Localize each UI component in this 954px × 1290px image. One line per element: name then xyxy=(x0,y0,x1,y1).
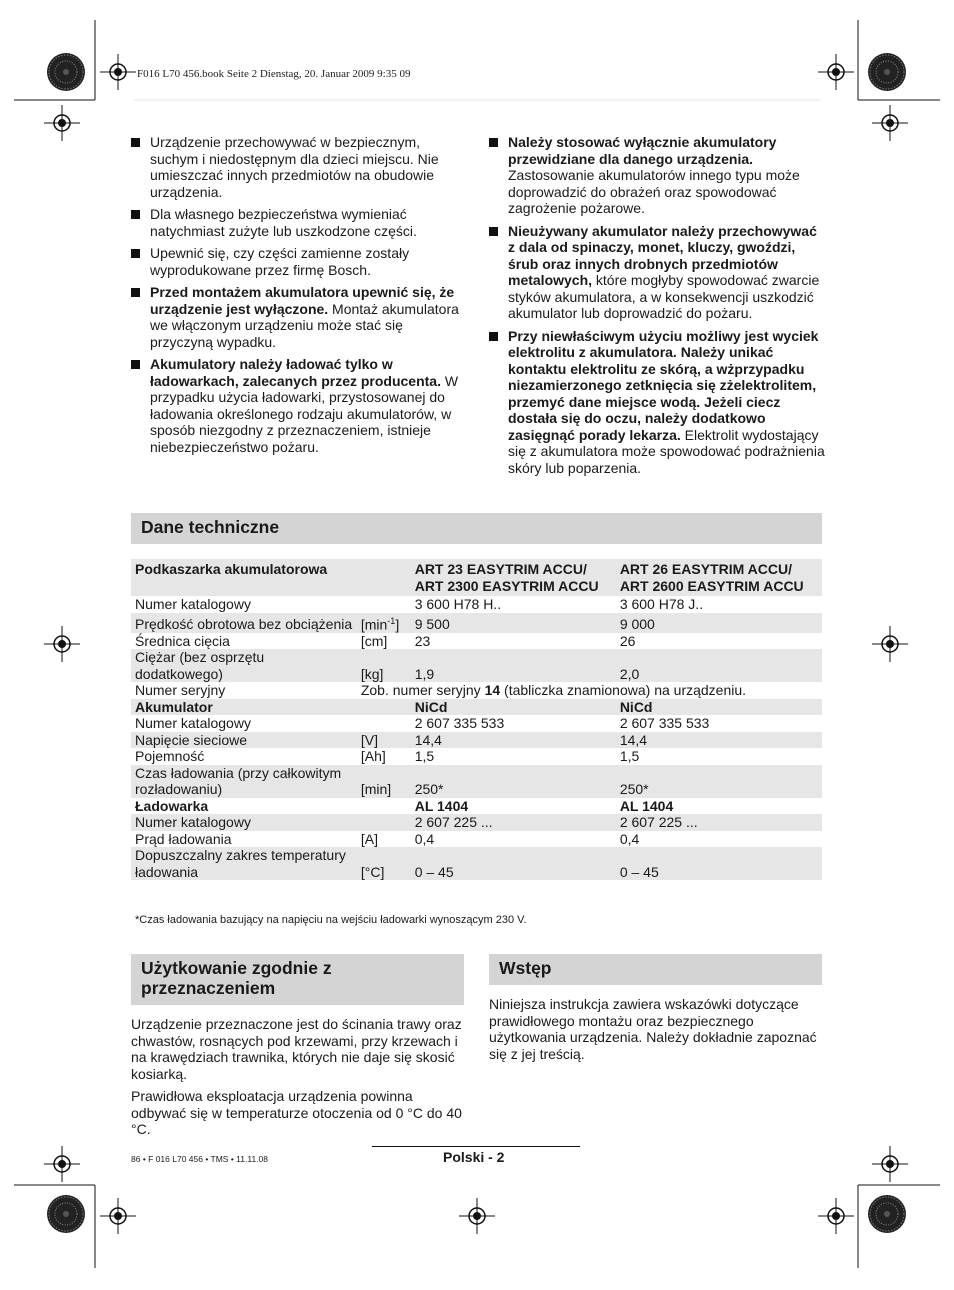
intro-text: Niniejsza instrukcja zawiera wskazówki dotyczące prawidłowego montażu oraz bezpiecznego użytkowania urządzenia. Należy dokładnie zapoznać się z jej treścią. xyxy=(489,996,817,1062)
file-stamp: F016 L70 456.book Seite 2 Dienstag, 20. Januar 2009 9:35 09 xyxy=(137,68,411,80)
serial-number-note: Zob. numer seryjny 14 (tabliczka znamionowa) na urządzeniu. xyxy=(360,682,747,699)
section-heading-tech: Dane techniczne xyxy=(131,513,822,544)
square-bullet-icon xyxy=(131,288,140,297)
table-row: Ciężar (bez osprzętu dodatkowego) [kg] 1,9 2,0 xyxy=(131,649,822,682)
table-header-cell: Podkaszarka akumulatorowa xyxy=(131,559,357,596)
table-header-cell: ART 26 EASYTRIM ACCU/ ART 2600 EASYTRIM ACCU xyxy=(616,559,822,596)
table-row: Prędkość obrotowa bez obciążenia $[\min^{-1}]$ 9 500 9 000 xyxy=(131,613,822,633)
table-row: Średnica cięcia [cm] 23 26 xyxy=(135,632,636,649)
square-bullet-icon xyxy=(131,360,140,369)
list-item: Należy stosować wyłącznie akumulatory przewidziane dla danego urządzenia. Zastosowanie akumulatorów innego typu może doprowadzić do obrażeń oraz spowodować zagrożenie pożarowe. xyxy=(489,134,825,217)
safety-notes-right xyxy=(489,134,825,482)
square-bullet-icon xyxy=(131,249,140,258)
table-row: Numer katalogowy 3 600 H78 H.. 3 600 H78 J.. xyxy=(135,596,704,612)
list-item: Akumulatory należy ładować tylko w ładowarkach, zalecanych przez producenta. W przypadku użycia ładowarki, przystosowanej do ładowania określonego rodzaju akumulatorów, w sposób niezgodny z przeznaczeniem, istnieje niebezpieczeństwo pożaru. xyxy=(131,356,465,455)
page-number: Polski - 2 xyxy=(443,1149,505,1165)
table-row: Numer katalogowy 2 607 225 ... 2 607 225 ... xyxy=(131,814,822,831)
square-bullet-icon xyxy=(489,332,498,341)
square-bullet-icon xyxy=(489,227,498,236)
table-header-cell xyxy=(357,559,411,596)
square-bullet-icon xyxy=(131,138,140,147)
list-item: Upewnić się, czy części zamienne zostały wyprodukowane przez firmę Bosch. xyxy=(131,245,465,278)
unit-cell: $[\min^{-1}]$ xyxy=(357,613,411,633)
square-bullet-icon xyxy=(131,210,140,219)
list-item: Nieużywany akumulator należy przechowywać z dala od spinaczy, monet, kluczy, gwoździ, śrub oraz innych drobnych przedmiotów metalowych, które mogłyby spowodować zwarcie styków akumulatora, a w konsekwencji uszkodzić akumulator lub doprowadzić do pożaru. xyxy=(489,223,825,322)
square-bullet-icon xyxy=(489,138,498,147)
list-item: Przy niewłaściwym użyciu możliwy jest wyciek elektrolitu z akumulatora. Należy unikać kontaktu elektrolitu ze skórą, a wżprzypadku niezamierzonego zetknięcia się zżelektrolitem, przemyć dane miejsce wodą. Jeżeli ciecz dostała się do oczu, należy dodatkowo zasięgnąć porady lekarza. Elektrolit wydostający się z akumulatora może spowodować podrażnienia skóry lub poparzenia. xyxy=(489,328,825,477)
table-row: Pojemność [Ah] 1,5 1,5 xyxy=(135,748,640,765)
footer-divider xyxy=(372,1146,580,1147)
safety-notes-left xyxy=(131,134,465,461)
section-heading-use: Użytkowanie zgodnie z przeznaczeniem xyxy=(131,954,464,1005)
table-row: Dopuszczalny zakres temperatury ładowania [°C] 0 – 45 0 – 45 xyxy=(131,847,822,880)
list-item: Urządzenie przechowywać w bezpiecznym, suchym i niedostępnym dla dzieci miejscu. Nie umieszczać innych przedmiotów na obudowie urządzenia. xyxy=(131,134,465,200)
spec-table xyxy=(131,559,822,880)
table-row: Czas ładowania (przy całkowitym rozładowaniu) [min] 250* 250* xyxy=(131,765,822,798)
table-header-cell: ART 23 EASYTRIM ACCU/ ART 2300 EASYTRIM ACCU xyxy=(411,559,616,596)
intended-use-text: Urządzenie przeznaczone jest do ścinania trawy oraz chwastów, rosnących pod krzewami, przy krzewach i na krawędziach trawnika, których nie daje się skosić kosiarką. Prawidłowa eksploatacja urządzenia powinna odbywać się w temperaturze otoczenia od 0 °C do 40 °C. xyxy=(131,1016,462,1137)
table-row: Numer katalogowy 2 607 335 533 2 607 335 533 xyxy=(135,715,710,732)
table-subheader-row: Akumulator NiCd NiCd xyxy=(131,699,822,716)
footer-doc-code: 86 • F 016 L70 456 • TMS • 11.11.08 xyxy=(131,1154,268,1164)
table-subheader-row: Ładowarka AL 1404 AL 1404 xyxy=(135,797,674,814)
table-footnote: *Czas ładowania bazujący na napięciu na wejściu ładowarki wynoszącym 230 V. xyxy=(135,914,527,926)
section-heading-intro: Wstęp xyxy=(489,954,822,985)
table-row: Numer seryjny Zob. numer seryjny 14 (tabliczka znamionowa) na urządzeniu. xyxy=(131,682,822,699)
table-header-row xyxy=(131,559,822,596)
list-item: Dla własnego bezpieczeństwa wymieniać natychmiast zużyte lub uszkodzone części. xyxy=(131,206,465,239)
list-item: Przed montażem akumulatora upewnić się, że urządzenie jest wyłączone. Montaż akumulatora we włączonym urządzeniu może stać się przyczyną wypadku. xyxy=(131,284,465,350)
table-row: Prąd ładowania [A] 0,4 0,4 xyxy=(135,830,640,847)
table-row: Napięcie sieciowe [V] 14,4 14,4 xyxy=(131,732,822,749)
